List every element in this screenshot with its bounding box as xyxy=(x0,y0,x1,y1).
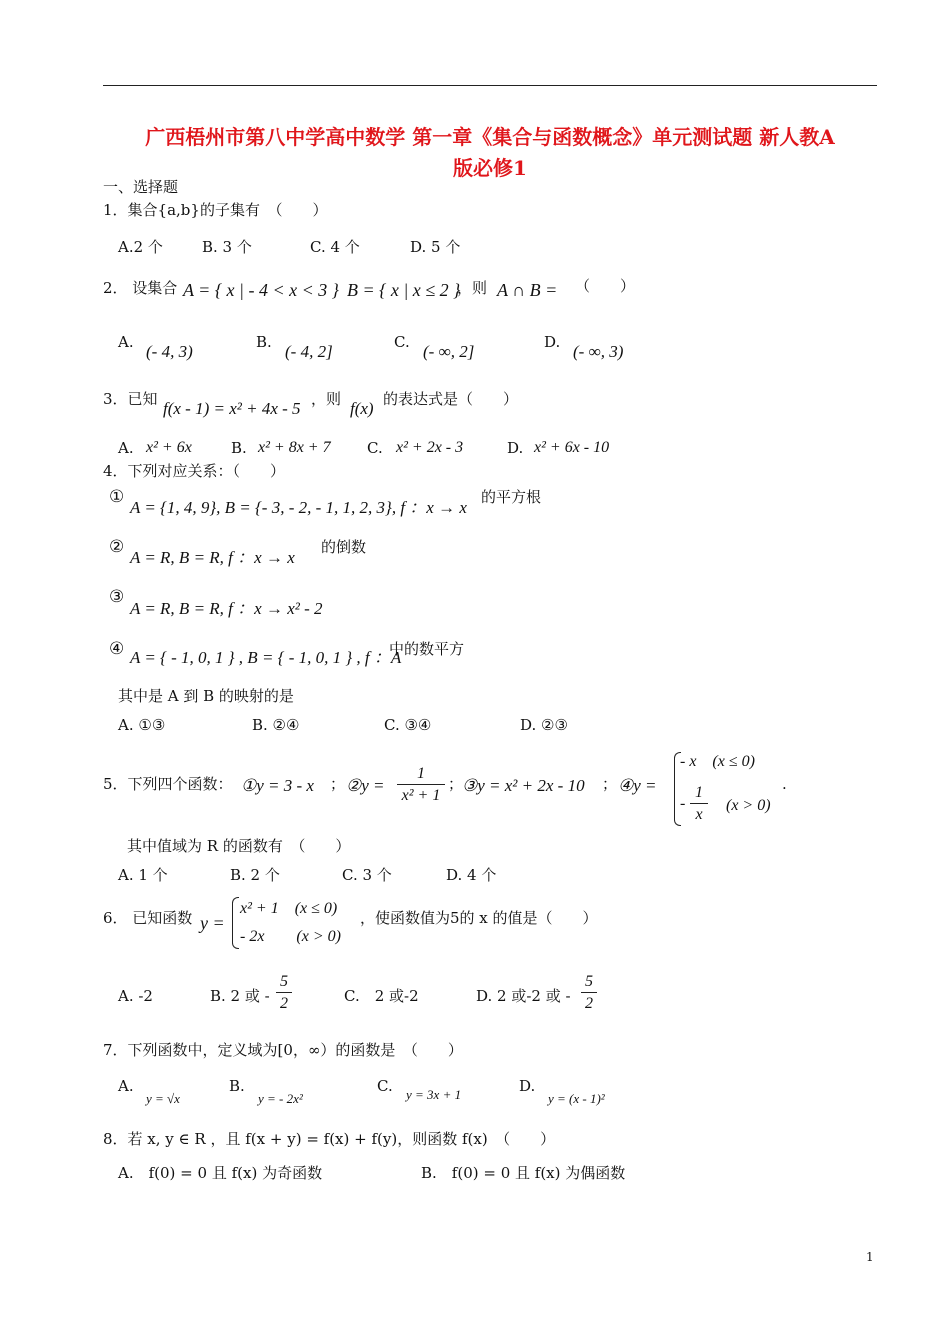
q8-option-b: B. f(0) = 0 且 f(x) 为偶函数 xyxy=(421,1164,626,1182)
q2-option-c-value: (- ∞, 2] xyxy=(423,342,475,361)
q5-separator-3: ； xyxy=(602,775,618,793)
q5-option-b: B. 2 个 xyxy=(230,866,280,884)
q4-option-a: A. ①③ xyxy=(118,716,166,734)
q2-option-b-letter: B. xyxy=(256,333,272,351)
q6-label: 6． 已知函数 xyxy=(103,909,193,927)
q2-option-c-letter: C. xyxy=(394,333,410,351)
q6-case-2: - 2x (x > 0) xyxy=(240,928,341,945)
q6-option-c: C. 2 或-2 xyxy=(344,987,419,1005)
q5-function-4-case-1: - x (x ≤ 0) xyxy=(680,753,755,770)
q2-option-b-value: (- 4, 2] xyxy=(285,342,333,361)
q1-stem: 1．集合{a,b}的子集有 （ ） xyxy=(103,201,328,219)
q7-option-c-value: y = 3x + 1 xyxy=(406,1087,462,1102)
q6-option-d-denominator: 2 xyxy=(585,995,593,1012)
q3-option-a-letter: A. xyxy=(118,439,134,457)
title-line-2: 版必修1 xyxy=(453,156,527,180)
q2-set-b: B = { x | x ≤ 2 } xyxy=(347,280,461,300)
q1-option-a: A.2 个 xyxy=(118,238,163,256)
q6-option-b-denominator: 2 xyxy=(280,995,288,1012)
q3-option-b-letter: B. xyxy=(231,439,247,457)
q2-then: ，则 xyxy=(457,279,488,297)
title-line-1: 广西梧州市第八中学高中数学 第一章《集合与函数概念》单元测试题 新人教A xyxy=(145,125,835,149)
q4-option-b: B. ②④ xyxy=(252,716,300,734)
q2-option-d-letter: D. xyxy=(544,333,561,351)
q5-summary: 其中值域为 R 的函数有 （ ） xyxy=(127,837,351,855)
q1-option-c: C. 4 个 xyxy=(310,238,360,256)
q5-function-4-case-2-fraction xyxy=(690,783,708,826)
q8-option-a: A. f(0) = 0 且 f(x) 为奇函数 xyxy=(118,1164,323,1182)
q4-item-3-number: ③ xyxy=(109,587,125,607)
q5-function-1: ①y = 3 - x xyxy=(241,776,314,795)
q3-option-c-value: x² + 2x - 3 xyxy=(396,439,464,456)
q3-fx: f(x) xyxy=(350,399,374,418)
q4-item-1-text: 的平方根 xyxy=(481,488,542,506)
q5-function-2-fraction xyxy=(397,764,445,807)
q6-brace xyxy=(232,897,239,949)
q6-case-1: x² + 1 (x ≤ 0) xyxy=(240,900,338,917)
q5-label: 5．下列四个函数： xyxy=(103,775,233,793)
q7-option-d-value: y = (x - 1)² xyxy=(548,1091,605,1106)
page-number: 1 xyxy=(866,1250,874,1264)
q4-item-1-number: ① xyxy=(109,487,125,507)
q4-item-2-math: A = R, B = R, f ：x → x xyxy=(130,548,295,567)
q3-label: 3．已知 xyxy=(103,390,158,408)
q4-item-2-number: ② xyxy=(109,537,125,557)
q6-option-d-numerator: 5 xyxy=(581,972,597,993)
q7-option-a-letter: A. xyxy=(118,1077,134,1095)
q4-item-1-math: A = {1, 4, 9}, B = {- 3, - 2, - 1, 1, 2, 3}, f ：x → x xyxy=(130,498,467,517)
q7-option-c-letter: C. xyxy=(377,1077,393,1095)
q3-given: f(x - 1) = x² + 4x - 5 xyxy=(163,399,301,418)
q5-function-3: ③y = x² + 2x - 10 xyxy=(462,776,585,795)
section-heading: 一、选择题 xyxy=(103,178,179,196)
header-rule xyxy=(103,85,877,86)
q1-option-b: B. 3 个 xyxy=(202,238,252,256)
q4-stem: 4．下列对应关系：（ ） xyxy=(103,462,286,480)
q7-stem: 7．下列函数中，定义域为[0，∞）的函数是 （ ） xyxy=(103,1041,463,1059)
q6-option-b-numerator: 5 xyxy=(276,972,292,993)
q7-option-b-value: y = - 2x² xyxy=(258,1091,303,1106)
q3-option-a-value: x² + 6x xyxy=(146,439,192,456)
q5-function-2-numerator: 1 xyxy=(397,764,445,785)
q5-end-mark: . xyxy=(782,775,787,793)
q6-option-b: B. 2 或 - xyxy=(210,987,270,1005)
q6-lhs: y = xyxy=(200,913,225,933)
q3-option-c-letter: C. xyxy=(367,439,383,457)
q5-separator-1: ； xyxy=(330,775,346,793)
q5-option-c: C. 3 个 xyxy=(342,866,392,884)
q3-option-d-letter: D. xyxy=(507,439,524,457)
q2-option-d-value: (- ∞, 3) xyxy=(573,342,624,361)
q4-item-4-number: ④ xyxy=(109,639,125,659)
q7-option-b-letter: B. xyxy=(229,1077,245,1095)
q4-item-2-text: 的倒数 xyxy=(321,538,367,556)
q2-option-a-letter: A. xyxy=(118,333,134,351)
q3-option-b-value: x² + 8x + 7 xyxy=(258,439,331,456)
document-title xyxy=(100,122,880,184)
q7-option-a-value: y = √x xyxy=(146,1091,180,1106)
q5-function-4-case-2-numerator: 1 xyxy=(690,783,708,804)
q5-separator-2: ； xyxy=(448,775,464,793)
q5-function-4-case-2-minus: - xyxy=(680,795,686,812)
q3-then: ，则 xyxy=(311,390,342,408)
q6-option-d: D. 2 或-2 或 - xyxy=(476,987,571,1005)
q5-option-a: A. 1 个 xyxy=(118,866,168,884)
q5-function-4-case-2-denominator: x xyxy=(695,806,703,823)
q5-function-4-lhs: ④y = xyxy=(618,776,657,795)
q6-option-a: A. -2 xyxy=(118,987,153,1005)
q2-paren: （ ） xyxy=(575,277,636,295)
q5-function-2-lhs: ②y = xyxy=(346,776,385,795)
q4-option-c: C. ③④ xyxy=(384,716,432,734)
q6-tail: ，使函数值为5的 x 的值是（ ） xyxy=(360,909,598,927)
q4-option-d: D. ②③ xyxy=(520,716,568,734)
q4-item-4-math: A = { - 1, 0, 1 } , B = { - 1, 0, 1 } , f ：A xyxy=(130,648,402,667)
q2-label: 2． 设集合 xyxy=(103,279,178,297)
q7-option-d-letter: D. xyxy=(519,1077,536,1095)
q5-function-4-case-2-condition: (x > 0) xyxy=(726,797,771,814)
q3-tail: 的表达式是（ ） xyxy=(383,390,519,408)
q2-set-a: A = { x | - 4 < x < 3 } xyxy=(183,280,339,300)
q3-option-d-value: x² + 6x - 10 xyxy=(534,439,610,456)
q6-option-b-fraction xyxy=(276,972,292,1015)
q1-option-d: D. 5 个 xyxy=(410,238,461,256)
q5-function-2-denominator: x² + 1 xyxy=(401,787,441,804)
q8-stem: 8．若 x, y ∈ R ，且 f(x + y) = f(x) + f(y)，则函数 f(x) （ ） xyxy=(103,1130,556,1148)
q5-option-d: D. 4 个 xyxy=(446,866,497,884)
q2-target: A ∩ B = xyxy=(497,280,558,300)
q6-option-d-fraction xyxy=(581,972,597,1015)
q4-item-3-math: A = R, B = R, f ：x → x² - 2 xyxy=(130,599,323,618)
q4-summary: 其中是 A 到 B 的映射的是 xyxy=(118,687,294,705)
q4-item-4-text: 中的数平方 xyxy=(389,640,465,658)
q2-option-a-value: (- 4, 3) xyxy=(146,342,193,361)
